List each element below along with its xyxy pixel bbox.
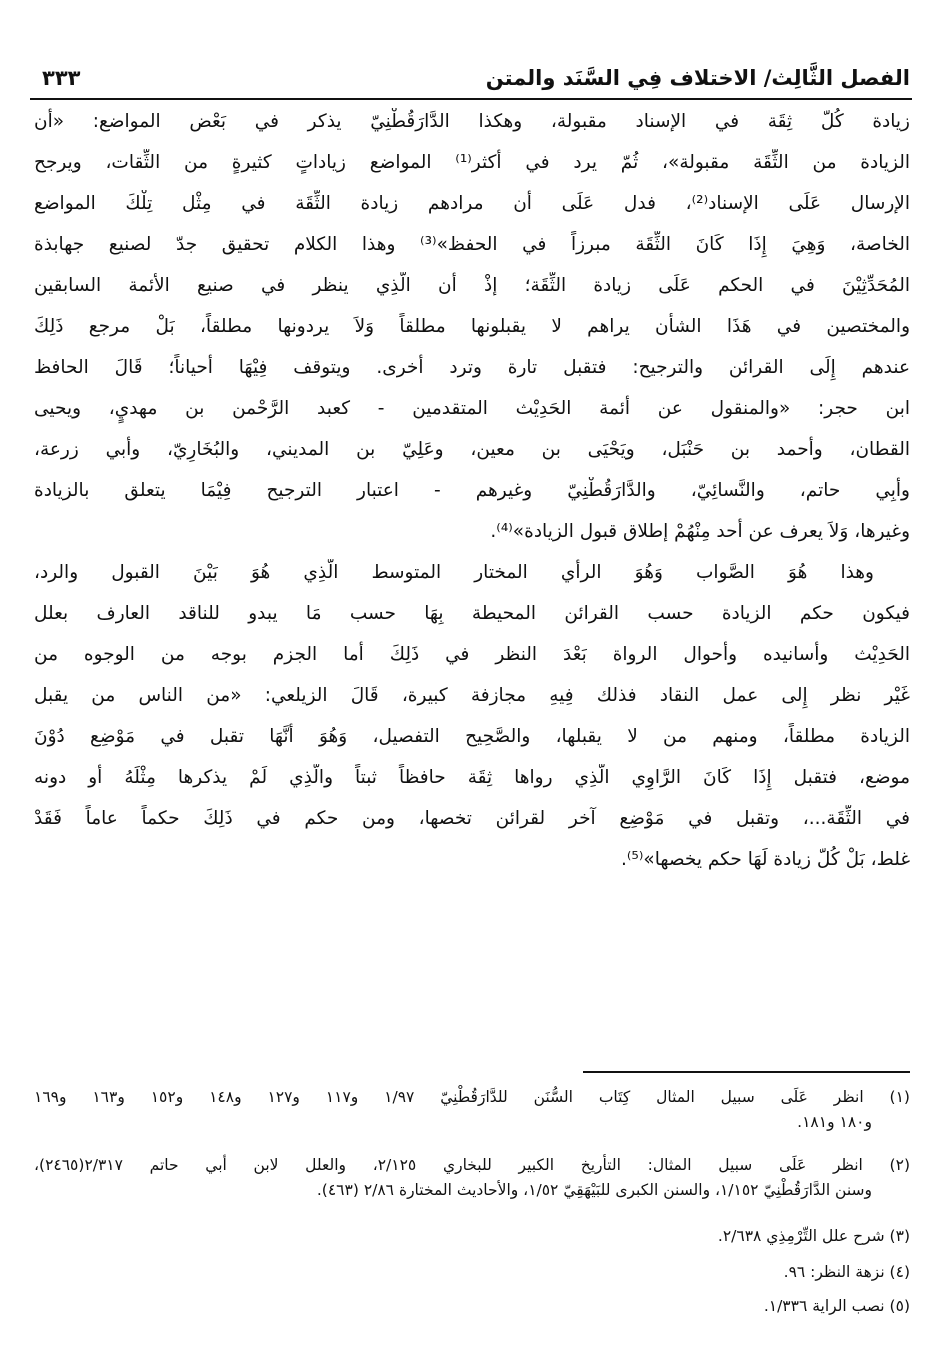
body-line: الحَدِيْث وأسانيده وأحوال الرواة بَعْدَ النظر في ذَلِكَ أما الجزم بوجه من الوجوه من xyxy=(34,644,910,665)
body-line: القطان، وأحمد بن حَنْبَل، ويَحْيَى بن معين، وعَلِيّ بن المديني، والبُخَارِيّ، وأبي زرعة، xyxy=(34,439,910,460)
body-line: غلط، بَلْ كُلّ زيادة لَهَا حكم يخصها»⁽⁵⁾. xyxy=(620,849,910,870)
footnote-2-cont: وسنن الدَّارَقُطْنِيّ ١/١٥٢، والسنن الكبرى للبَيْهَقِيّ ١/٥٢، والأحاديث المختارة ٢/٨٦ (٤٦٣). xyxy=(316,1181,872,1199)
footnote-4: (٤) نزهة النظر: ٩٦. xyxy=(783,1263,910,1281)
body-line: الزيادة مطلقاً، ومنهم من لا يقبلها، والصَّحِيح التفصيل، وَهُوَ أَنَّهَا تقبل في مَوْضِع دُوْنَ xyxy=(34,726,910,747)
body-line: الخاصة، وَهِيَ إِذَا كَانَ الثِّقَة مبرزاً في الحفظ»⁽³⁾ وهذا الكلام تحقيق جدّ لصنيع جهابذة xyxy=(34,234,910,255)
footnote-3: (٣) شرح علل التِّرْمِذِي ٢/٦٣٨. xyxy=(717,1227,910,1245)
body-line: وهذا هُوَ الصَّواب وَهُوَ الرأي المختار المتوسط الَّذِي هُوَ بَيْنَ القبول والرد، xyxy=(34,562,874,583)
page-number: ٣٣٣ xyxy=(42,66,81,90)
footnote-separator xyxy=(583,1071,910,1073)
body-line: والمختصين في هَذَا الشأن يراهم لا يقبلونها مطلقاً وَلاَ يردونها مطلقاً، بَلْ مرجع ذَلِكَ xyxy=(34,316,910,337)
footnote-1: (١) انظر عَلَى سبيل المثال كِتَاب السُّنَن للدَّارَقُطْنِيّ ١/٩٧ و١١٧ و١٢٧ و١٤٨ و١٥٢ و١٦٣ و١٦٩ xyxy=(34,1088,910,1106)
footnote-5: (٥) نصب الراية ١/٣٣٦. xyxy=(763,1297,910,1315)
body-line: غَيْر نظر إِلى عمل النقاد فذلك فِيهِ مجازفة كبيرة، قَالَ الزيلعي: «من الناس من يقبل xyxy=(34,685,910,706)
body-line: وأَبِي حاتم، والنَّسائِيّ، والدَّارَقُطْنِيّ وغيرهم - اعتبار الترجيح فِيْمَا يتعلق بالزيادة xyxy=(34,480,910,501)
footnote-2: (٢) انظر عَلَى سبيل المثال: التأريخ الكبير للبخاري ٢/١٢٥، والعلل لابن أبي حاتم ٢/٣١٧(٢٤٦٥)، xyxy=(34,1156,910,1174)
body-line: عندهم إِلَى القرائن والترجيح: فتقبل تارة وترد أخرى. ويتوقف فِيْهَا أحياناً؛ قَالَ الحافظ xyxy=(34,357,910,378)
body-line: موضع، فتقبل إِذَا كَانَ الرَّاوِي الَّذِي رواها ثِقَة حافظاً ثبتاً والَّذِي لَمْ يذكرها مِثْلَهُ أو دونه xyxy=(34,767,910,788)
chapter-title: الفصل الثَّالِث/ الاختلاف فِي السَّنَد والمتن xyxy=(485,66,910,90)
body-line: وغيرها، وَلاَ يعرف عن أحد مِنْهُمْ إطلاق قبول الزيادة»⁽⁴⁾. xyxy=(490,521,910,542)
body-line: في الثِّقَة...، وتقبل في مَوْضِع آخر لقرائن تخصها، ومن حكم في ذَلِكَ حكماً عاماً فَقَدْ xyxy=(34,808,910,829)
body-line: ابن حجر: «والمنقول عن أئمة الحَدِيْث المتقدمين - كعبد الرَّحْمن بن مهديٍ، ويحيى xyxy=(34,398,910,419)
body-line: الإرسال عَلَى الإسناد⁽²⁾، فدل عَلَى أن مرادهم زيادة الثِّقَة في مِثْل تِلْكَ المواضع xyxy=(34,193,910,214)
header-rule xyxy=(30,98,912,100)
body-line: فيكون حكم الزيادة حسب القرائن المحيطة بِهَا حسب مَا يبدو للناقد العارف بعلل xyxy=(34,603,910,624)
body-line: المُحَدِّثِيْنَ في الحكم عَلَى زيادة الثِّقَة؛ إذْ أن الَّذِي ينظر في صنيع الأئمة السابقين xyxy=(34,275,910,296)
body-line: زيادة كُلّ ثِقَة في الإسناد مقبولة، وهكذا الدَّارَقُطْنِيّ يذكر في بَعْض المواضع: «أن xyxy=(34,111,910,132)
body-line: الزيادة من الثِّقَة مقبولة»، ثُمّ يرد في أكثر⁽¹⁾ المواضع زياداتٍ كثيرةٍ من الثِّقات، ويرجح xyxy=(34,152,910,173)
footnote-1-cont: و١٨٠ و١٨١. xyxy=(797,1113,872,1131)
